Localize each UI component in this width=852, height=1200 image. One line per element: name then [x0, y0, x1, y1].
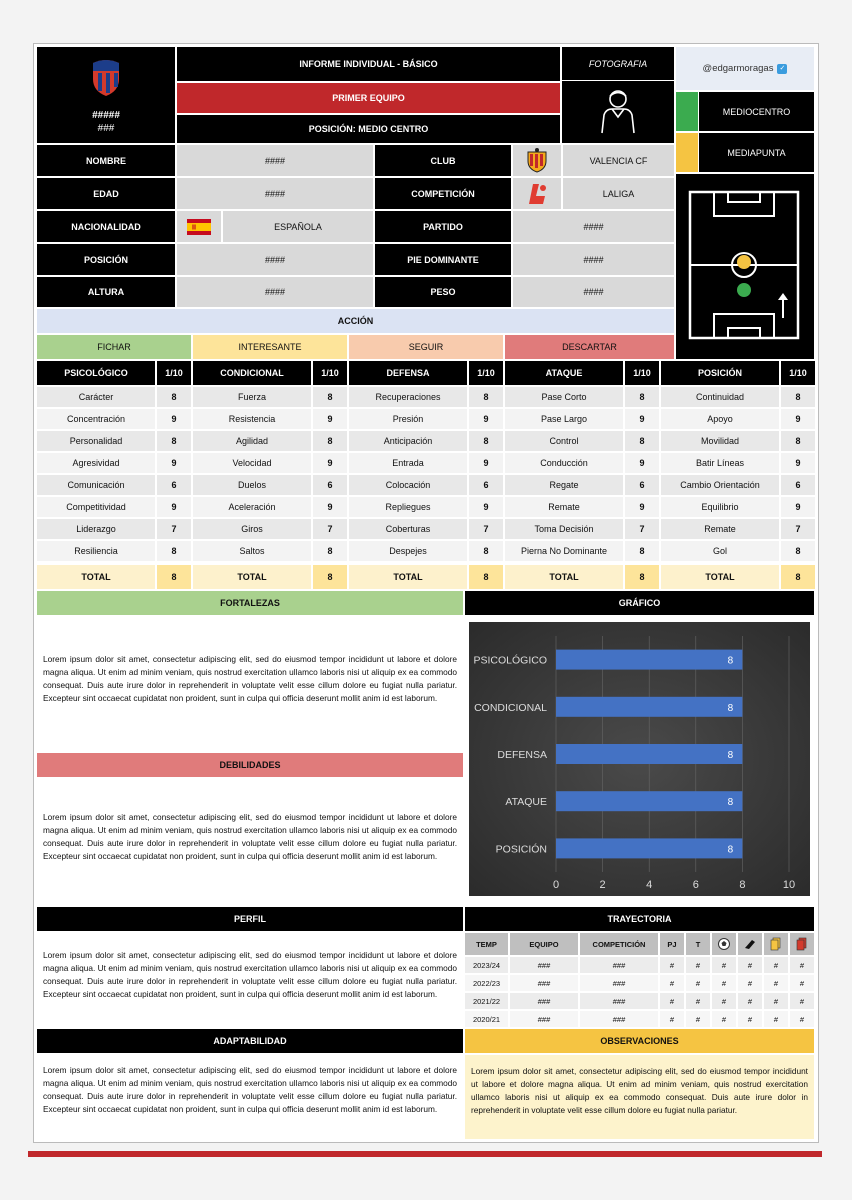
trayectoria-cell: # — [686, 1011, 710, 1027]
value-partido: #### — [513, 211, 674, 242]
chart-bar — [556, 744, 742, 764]
chart-svg — [469, 622, 810, 896]
category-scale: 1/10 — [469, 361, 503, 385]
team-banner: PRIMER EQUIPO — [177, 83, 560, 113]
category-header: POSICIÓN — [661, 361, 779, 385]
chart-bar — [556, 697, 742, 717]
total-label: TOTAL — [505, 565, 623, 589]
skill-score: 6 — [469, 475, 503, 495]
skill-name: Agilidad — [193, 431, 311, 451]
yellow-card-icon — [764, 933, 788, 955]
skill-score: 9 — [157, 409, 191, 429]
value-nombre: #### — [177, 145, 373, 176]
skill-name: Velocidad — [193, 453, 311, 473]
league-logo-cell — [513, 178, 561, 209]
category-header: PSICOLÓGICO — [37, 361, 155, 385]
skill-score: 6 — [313, 475, 347, 495]
skill-name: Anticipación — [349, 431, 467, 451]
skill-score: 9 — [157, 453, 191, 473]
skill-name: Colocación — [349, 475, 467, 495]
trayectoria-cell: 2023/24 — [465, 957, 508, 973]
chart-y-tick: POSICIÓN — [495, 843, 547, 856]
skill-name: Remate — [661, 519, 779, 539]
chart-bar — [556, 838, 742, 858]
skill-name: Duelos — [193, 475, 311, 495]
observaciones-text: Lorem ipsum dolor sit amet, consectetur adipiscing elit, sed do eiusmod tempor incididunt ut labore et dolore magna aliqua. Ut enim ad minim veniam, quis nostrud exercitation ullamco laboris nisi ut aliquip ex ea commodo consequat. Duis aute irure dolor in reprehenderit in voluptate velit esse cillum dolore eu fugiat nulla pariatur. — [471, 1066, 808, 1115]
skill-name: Toma Decisión — [505, 519, 623, 539]
mediocentro-marker — [737, 283, 751, 297]
adaptabilidad-text: Lorem ipsum dolor sit amet, consectetur adipiscing elit, sed do eiusmod tempor incididunt ut labore et dolore magna aliqua. Ut enim ad minim veniam, quis nostrud exercitation ullamco laboris nisi ut aliquip ex ea commodo consequat. Duis aute irure dolor in reprehenderit in voluptate velit esse cillum dolore eu fugiat nulla pariatur. Excepteur sint occaecat cupidatat non proident, sunt in culpa qui officia deserunt mollit anim id est laborum. — [43, 1065, 457, 1114]
position-title: POSICIÓN: MEDIO CENTRO — [177, 115, 560, 143]
bar-chart — [469, 622, 810, 896]
boot-icon — [738, 933, 762, 955]
chart-x-tick: 6 — [692, 879, 699, 891]
skill-name: Batir Líneas — [661, 453, 779, 473]
skill-score: 7 — [625, 519, 659, 539]
skill-name: Agresividad — [37, 453, 155, 473]
skill-score: 9 — [625, 453, 659, 473]
skill-score: 9 — [781, 497, 815, 517]
label-nacionalidad: NACIONALIDAD — [37, 211, 175, 242]
chart-x-tick: 2 — [599, 879, 606, 891]
skill-score: 7 — [781, 519, 815, 539]
skill-score: 9 — [469, 409, 503, 429]
skill-score: 8 — [469, 431, 503, 451]
club-code: ##### — [92, 110, 120, 121]
photo-label: FOTOGRAFIA — [562, 47, 674, 81]
trayectoria-cell: ### — [580, 975, 658, 991]
skill-score: 8 — [781, 387, 815, 407]
skill-score: 9 — [625, 497, 659, 517]
total-label: TOTAL — [661, 565, 779, 589]
value-competicion: LALIGA — [563, 178, 674, 209]
trayectoria-cell: # — [764, 957, 788, 973]
debilidades-header: DEBILIDADES — [37, 753, 463, 777]
skill-name: Equilibrio — [661, 497, 779, 517]
chart-y-tick: DEFENSA — [497, 749, 547, 761]
trayectoria-cell: # — [790, 993, 814, 1009]
chart-y-tick: CONDICIONAL — [474, 701, 547, 714]
label-partido: PARTIDO — [375, 211, 511, 242]
total-label: TOTAL — [349, 565, 467, 589]
skill-score: 8 — [157, 431, 191, 451]
trayectoria-cell: # — [686, 993, 710, 1009]
skill-name: Cambio Orientación — [661, 475, 779, 495]
mediapunta-marker — [737, 255, 751, 269]
value-club: VALENCIA CF — [563, 145, 674, 176]
trayectoria-cell: ### — [510, 957, 578, 973]
skill-name: Recuperaciones — [349, 387, 467, 407]
twitter-icon: ✓ — [777, 64, 787, 74]
report-title: INFORME INDIVIDUAL - BÁSICO — [177, 47, 560, 81]
skill-score: 9 — [781, 409, 815, 429]
skill-score: 8 — [157, 387, 191, 407]
trayectoria-cell: # — [660, 957, 684, 973]
trayectoria-cell: ### — [580, 993, 658, 1009]
total-score: 8 — [469, 565, 503, 589]
category-header: DEFENSA — [349, 361, 467, 385]
trayectoria-col-header: COMPETICIÓN — [580, 933, 658, 955]
skill-name: Pierna No Dominante — [505, 541, 623, 561]
skill-score: 8 — [313, 387, 347, 407]
footer-bar — [28, 1151, 822, 1157]
trayectoria-header: TRAYECTORIA — [465, 907, 814, 931]
trayectoria-cell: # — [738, 975, 762, 991]
accion-fichar[interactable]: FICHAR — [37, 335, 191, 359]
skill-name: Repliegues — [349, 497, 467, 517]
value-pie-dominante: #### — [513, 244, 674, 275]
trayectoria-cell: # — [712, 1011, 736, 1027]
skill-name: Giros — [193, 519, 311, 539]
trayectoria-cell: # — [738, 1011, 762, 1027]
trayectoria-col-header: EQUIPO — [510, 933, 578, 955]
skill-score: 8 — [781, 431, 815, 451]
skill-score: 9 — [781, 453, 815, 473]
chart-x-tick: 8 — [739, 879, 746, 891]
role-primary: MEDIOCENTRO — [699, 92, 814, 131]
skill-name: Control — [505, 431, 623, 451]
skill-name: Regate — [505, 475, 623, 495]
skill-score: 7 — [313, 519, 347, 539]
photo-cell — [562, 47, 674, 143]
skill-score: 8 — [469, 387, 503, 407]
trayectoria-cell: # — [790, 975, 814, 991]
trayectoria-cell: 2021/22 — [465, 993, 508, 1009]
skill-score: 9 — [157, 497, 191, 517]
skill-name: Liderazgo — [37, 519, 155, 539]
skill-name: Pase Corto — [505, 387, 623, 407]
value-peso: #### — [513, 277, 674, 307]
observaciones-box — [465, 1055, 814, 1139]
trayectoria-cell: # — [790, 957, 814, 973]
observaciones-header: OBSERVACIONES — [465, 1029, 814, 1053]
chart-data-label: 8 — [727, 655, 734, 667]
chart-data-label: 8 — [727, 844, 734, 856]
value-nacionalidad: ESPAÑOLA — [223, 211, 373, 242]
total-label: TOTAL — [193, 565, 311, 589]
accion-interesante[interactable]: INTERESANTE — [193, 335, 347, 359]
club-logo-cell — [37, 47, 175, 143]
skill-name: Resiliencia — [37, 541, 155, 561]
trayectoria-cell: 2020/21 — [465, 1011, 508, 1027]
accion-seguir[interactable]: SEGUIR — [349, 335, 503, 359]
laliga-logo-icon — [527, 182, 549, 206]
accion-descartar[interactable]: DESCARTAR — [505, 335, 674, 359]
category-scale: 1/10 — [313, 361, 347, 385]
grafico-header: GRÁFICO — [465, 591, 814, 615]
fortalezas-text: Lorem ipsum dolor sit amet, consectetur adipiscing elit, sed do eiusmod tempor incididunt ut labore et dolore magna aliqua. Ut enim ad minim veniam, quis nostrud exercitation ullamco laboris nisi ut aliquip ex ea commodo consequat. Duis aute irure dolor in reprehenderit in voluptate velit esse cillum dolore eu fugiat nulla pariatur. Excepteur sint occaecat cupidatat non proident, sunt in culpa qui officia deserunt mollit anim id est laborum. — [43, 654, 457, 703]
skill-name: Resistencia — [193, 409, 311, 429]
skill-name: Continuidad — [661, 387, 779, 407]
skill-name: Presión — [349, 409, 467, 429]
club-badge-cell — [513, 145, 561, 176]
skill-score: 9 — [625, 409, 659, 429]
skill-score: 6 — [781, 475, 815, 495]
chart-y-tick: ATAQUE — [505, 796, 547, 809]
spain-flag-icon — [187, 219, 211, 235]
arrow-up-icon — [778, 293, 788, 300]
trayectoria-cell: # — [738, 993, 762, 1009]
trayectoria-cell: # — [764, 993, 788, 1009]
ball-icon — [712, 933, 736, 955]
debilidades-text: Lorem ipsum dolor sit amet, consectetur adipiscing elit, sed do eiusmod tempor incididunt ut labore et dolore magna aliqua. Ut enim ad minim veniam, quis nostrud exercitation ullamco laboris nisi ut aliquip ex ea commodo consequat. Duis aute irure dolor in reprehenderit in voluptate velit esse cillum dolore eu fugiat nulla pariatur. Excepteur sint occaecat cupidatat non proident, sunt in culpa qui officia deserunt mollit anim id est laborum. — [43, 812, 457, 861]
category-header: ATAQUE — [505, 361, 623, 385]
trayectoria-cell: # — [686, 975, 710, 991]
skill-score: 9 — [313, 409, 347, 429]
chart-data-label: 8 — [727, 702, 734, 714]
category-scale: 1/10 — [157, 361, 191, 385]
skill-score: 9 — [469, 497, 503, 517]
perfil-text: Lorem ipsum dolor sit amet, consectetur adipiscing elit, sed do eiusmod tempor incididunt ut labore et dolore magna aliqua. Ut enim ad minim veniam, quis nostrud exercitation ullamco laboris nisi ut aliquip ex ea commodo consequat. Duis aute irure dolor in reprehenderit in voluptate velit esse cillum dolore eu fugiat nulla pariatur. Excepteur sint occaecat cupidatat non proident, sunt in culpa qui officia deserunt mollit anim id est laborum. — [43, 950, 457, 999]
skill-score: 9 — [313, 497, 347, 517]
skill-name: Personalidad — [37, 431, 155, 451]
club-crest-icon — [89, 59, 123, 97]
role-secondary: MEDIAPUNTA — [699, 133, 814, 172]
trayectoria-cell: # — [712, 993, 736, 1009]
role-color-1 — [676, 92, 698, 131]
trayectoria-cell: ### — [510, 1011, 578, 1027]
total-score: 8 — [781, 565, 815, 589]
label-posicion: POSICIÓN — [37, 244, 175, 275]
trayectoria-col-header: TEMP — [465, 933, 508, 955]
skill-name: Remate — [505, 497, 623, 517]
trayectoria-cell: # — [660, 975, 684, 991]
chart-bar — [556, 650, 742, 670]
flag-cell — [177, 211, 221, 242]
valencia-crest-icon — [525, 148, 549, 173]
chart-y-tick: PSICOLÓGICO — [473, 654, 547, 667]
skill-score: 8 — [313, 431, 347, 451]
label-altura: ALTURA — [37, 277, 175, 307]
trayectoria-col-header: PJ — [660, 933, 684, 955]
skill-score: 7 — [469, 519, 503, 539]
skill-name: Comunicación — [37, 475, 155, 495]
club-subcode: ### — [97, 123, 115, 134]
skill-name: Apoyo — [661, 409, 779, 429]
red-card-icon — [790, 933, 814, 955]
trayectoria-cell: # — [764, 975, 788, 991]
total-score: 8 — [313, 565, 347, 589]
social-handle-cell[interactable] — [676, 47, 814, 90]
trayectoria-cell: # — [738, 957, 762, 973]
skill-name: Conducción — [505, 453, 623, 473]
skill-name: Pase Largo — [505, 409, 623, 429]
pitch-diagram — [688, 190, 800, 340]
category-scale: 1/10 — [781, 361, 815, 385]
skill-score: 8 — [469, 541, 503, 561]
skill-name: Despejes — [349, 541, 467, 561]
trayectoria-cell: ### — [510, 975, 578, 991]
skill-name: Entrada — [349, 453, 467, 473]
accion-title: ACCIÓN — [37, 309, 674, 333]
trayectoria-cell: # — [660, 993, 684, 1009]
skill-score: 7 — [157, 519, 191, 539]
skill-score: 8 — [625, 387, 659, 407]
chart-data-label: 8 — [727, 797, 734, 809]
social-handle[interactable]: @edgarmoragas — [702, 63, 774, 74]
skill-name: Concentración — [37, 409, 155, 429]
skill-name: Movilidad — [661, 431, 779, 451]
skill-score: 6 — [625, 475, 659, 495]
skill-name: Saltos — [193, 541, 311, 561]
trayectoria-cell: ### — [580, 1011, 658, 1027]
skill-score: 6 — [157, 475, 191, 495]
skill-score: 8 — [781, 541, 815, 561]
trayectoria-cell: # — [712, 957, 736, 973]
chart-data-label: 8 — [727, 750, 734, 761]
player-silhouette-icon — [598, 87, 638, 135]
skill-score: 8 — [313, 541, 347, 561]
skill-score: 9 — [469, 453, 503, 473]
adaptabilidad-header: ADAPTABILIDAD — [37, 1029, 463, 1053]
total-score: 8 — [625, 565, 659, 589]
label-peso: PESO — [375, 277, 511, 307]
total-label: TOTAL — [37, 565, 155, 589]
fortalezas-header: FORTALEZAS — [37, 591, 463, 615]
skill-score: 8 — [157, 541, 191, 561]
skill-name: Competitividad — [37, 497, 155, 517]
trayectoria-cell: # — [686, 957, 710, 973]
perfil-header: PERFIL — [37, 907, 463, 931]
value-altura: #### — [177, 277, 373, 307]
skill-name: Coberturas — [349, 519, 467, 539]
report-page — [33, 43, 819, 1143]
chart-bar — [556, 791, 742, 811]
label-competicion: COMPETICIÓN — [375, 178, 511, 209]
value-edad: #### — [177, 178, 373, 209]
trayectoria-cell: # — [790, 1011, 814, 1027]
total-score: 8 — [157, 565, 191, 589]
label-nombre: NOMBRE — [37, 145, 175, 176]
role-color-2 — [676, 133, 698, 172]
category-header: CONDICIONAL — [193, 361, 311, 385]
skill-name: Gol — [661, 541, 779, 561]
trayectoria-cell: ### — [510, 993, 578, 1009]
category-scale: 1/10 — [625, 361, 659, 385]
skill-score: 8 — [625, 431, 659, 451]
skill-name: Carácter — [37, 387, 155, 407]
trayectoria-cell: # — [764, 1011, 788, 1027]
label-pie-dominante: PIE DOMINANTE — [375, 244, 511, 275]
skill-score: 8 — [625, 541, 659, 561]
value-posicion: #### — [177, 244, 373, 275]
chart-x-tick: 4 — [646, 879, 653, 891]
label-club: CLUB — [375, 145, 511, 176]
chart-x-tick: 10 — [782, 879, 796, 891]
skill-name: Fuerza — [193, 387, 311, 407]
trayectoria-cell: # — [712, 975, 736, 991]
chart-x-tick: 0 — [552, 879, 560, 891]
skill-score: 9 — [313, 453, 347, 473]
skill-name: Aceleración — [193, 497, 311, 517]
trayectoria-cell: # — [660, 1011, 684, 1027]
trayectoria-cell: ### — [580, 957, 658, 973]
trayectoria-col-header: T — [686, 933, 710, 955]
trayectoria-cell: 2022/23 — [465, 975, 508, 991]
label-edad: EDAD — [37, 178, 175, 209]
pitch-panel — [676, 174, 814, 359]
